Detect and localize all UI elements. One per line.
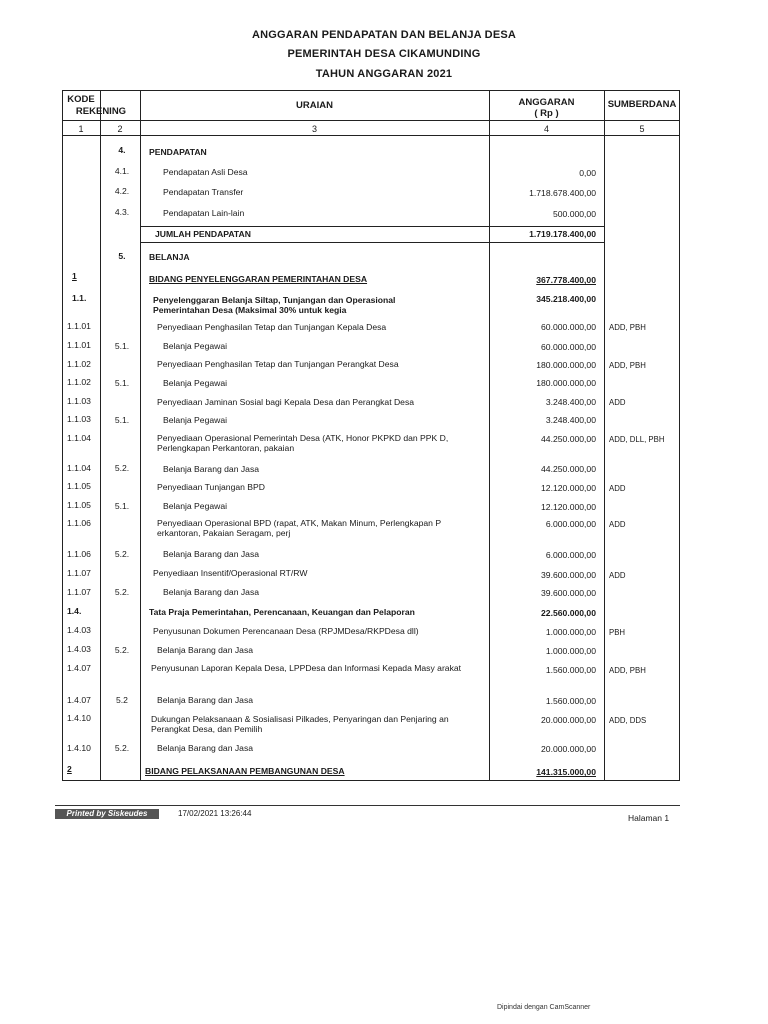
header-kode: KODE [67,94,95,105]
anggaran-cell: 141.315.000,00 [536,767,596,777]
kode-cell: 1.1.07 [67,568,91,578]
anggaran-cell: 20.000.000,00 [541,715,596,725]
kode-cell: 1.1.01 [67,321,91,331]
column-divider [604,90,605,781]
header-anggaran: ANGGARAN [518,97,575,108]
total-label: JUMLAH PENDAPATAN [155,229,251,239]
sumberdana-cell: ADD [609,398,626,407]
anggaran-cell: 1.000.000,00 [545,646,596,656]
uraian-cell: Belanja Pegawai [163,501,228,511]
rekening-cell: 5.2. [114,645,130,655]
anggaran-cell: 60.000.000,00 [541,322,596,332]
printed-by-badge: Printed by Siskeudes [55,809,159,819]
kode-cell: 1.1.03 [67,396,91,406]
anggaran-cell: 3.248.400,00 [545,397,596,407]
uraian-cell: Penyusunan Dokumen Perencanaan Desa (RPJMDesa/RKPDesa dll) [153,626,419,636]
total-value: 1.719.178.400,00 [529,229,596,239]
anggaran-cell: 0,00 [579,168,596,178]
column-number: 2 [117,124,123,134]
uraian-cell: BELANJA [149,252,190,262]
anggaran-cell: 12.120.000,00 [541,483,596,493]
kode-cell: 1.1.06 [67,549,91,559]
uraian-cell: Pendapatan Transfer [163,187,244,197]
uraian-cell: Belanja Barang dan Jasa [163,549,260,559]
rekening-cell: 5.1. [114,415,130,425]
sumberdana-cell: ADD [609,520,626,529]
kode-cell: 1.1.02 [67,377,91,387]
anggaran-cell: 44.250.000,00 [541,434,596,444]
kode-cell: 1.1.07 [67,587,91,597]
column-number: 1 [78,124,84,134]
kode-cell: 1.1.05 [67,500,91,510]
rekening-cell: 5.2. [114,549,130,559]
anggaran-cell: 6.000.000,00 [545,519,596,529]
rekening-cell: 4. [118,145,126,155]
header-rekening: REKENING [75,106,127,117]
fiscal-year: TAHUN ANGGARAN 2021 [315,68,453,80]
header-rule [62,120,680,121]
uraian-cell: Penyelenggaran Belanja Siltap, Tunjangan dan Operasional Pemerintahan Desa (Maksimal 30% untuk kegia [153,295,396,315]
uraian-cell: Tata Praja Pemerintahan, Perencanaan, Keuangan dan Pelaporan [149,607,415,617]
kode-cell: 1.4.10 [67,713,91,723]
kode-cell: 1.4. [67,606,82,616]
sumberdana-cell: ADD, PBH [609,323,646,332]
uraian-cell: Penyusunan Laporan Kepala Desa, LPPDesa dan Informasi Kepada Masy arakat [151,663,462,673]
anggaran-cell: 1.718.678.400,00 [529,188,596,198]
uraian-cell: Belanja Barang dan Jasa [163,587,260,597]
document-subtitle: PEMERINTAH DESA CIKAMUNDING [287,48,481,60]
uraian-cell: Belanja Barang dan Jasa [163,464,260,474]
sumberdana-cell: ADD [609,571,626,580]
header-sumberdana: SUMBERDANA [607,99,677,110]
uraian-cell: Penyediaan Tunjangan BPD [157,482,265,492]
uraian-cell: PENDAPATAN [149,147,207,157]
uraian-cell: BIDANG PENYELENGGARAN PEMERINTAHAN DESA [149,274,368,284]
column-number: 5 [639,124,645,134]
rekening-cell: 5.1. [114,501,130,511]
anggaran-cell: 500.000,00 [552,209,596,219]
kode-cell: 1 [72,271,77,281]
kode-cell: 1.1. [72,293,87,303]
anggaran-cell: 3.248.400,00 [545,415,596,425]
total-rule [140,242,605,243]
rekening-cell: 4.1. [114,166,130,176]
anggaran-cell: 345.218.400,00 [536,294,596,304]
uraian-cell: Pendapatan Asli Desa [163,167,248,177]
document-title: ANGGARAN PENDAPATAN DAN BELANJA DESA [251,29,517,41]
rekening-cell: 5.2 [116,695,128,705]
column-number: 4 [543,124,549,134]
kode-cell: 1.1.03 [67,414,91,424]
total-rule [140,226,605,227]
column-divider [140,90,141,781]
kode-cell: 1.1.04 [67,463,91,473]
sumberdana-cell: ADD, PBH [609,666,646,675]
kode-cell: 1.4.07 [67,695,91,705]
kode-cell: 1.1.04 [67,433,91,443]
anggaran-cell: 6.000.000,00 [545,550,596,560]
header-anggaran-unit: ( Rp ) [534,108,559,119]
print-timestamp: 17/02/2021 13:26:44 [178,809,252,818]
anggaran-cell: 1.560.000,00 [545,696,596,706]
anggaran-cell: 1.000.000,00 [545,627,596,637]
uraian-cell: Belanja Pegawai [163,341,228,351]
uraian-cell: Penyediaan Operasional BPD (rapat, ATK, Makan Minum, Perlengkapan P erkantoran, Pakaian Seragam, perj [157,518,441,538]
page-number: Halaman 1 [628,813,670,823]
uraian-cell: Belanja Barang dan Jasa [157,695,254,705]
uraian-cell: Penyediaan Operasional Pemerintah Desa (ATK, Honor PKPKD dan PPK D, Perlengkapan Perkantoran, pakaian [157,433,449,453]
anggaran-cell: 1.560.000,00 [545,665,596,675]
header-rule [62,135,680,136]
sumberdana-cell: ADD, DDS [609,716,647,725]
uraian-cell: Penyediaan Penghasilan Tetap dan Tunjangan Kepala Desa [157,322,387,332]
uraian-cell: BIDANG PELAKSANAAN PEMBANGUNAN DESA [145,766,345,776]
anggaran-cell: 22.560.000,00 [541,608,596,618]
rekening-cell: 5.2. [114,463,130,473]
anggaran-cell: 367.778.400,00 [536,275,596,285]
kode-cell: 1.4.07 [67,663,91,673]
kode-cell: 2 [67,764,72,774]
anggaran-cell: 60.000.000,00 [541,342,596,352]
sumberdana-cell: ADD, DLL, PBH [609,435,665,444]
sumberdana-cell: ADD, PBH [609,361,646,370]
uraian-cell: Penyediaan Insentif/Operasional RT/RW [153,568,308,578]
sumberdana-cell: ADD [609,484,626,493]
anggaran-cell: 180.000.000,00 [536,360,596,370]
scanner-watermark: Dipindai dengan CamScanner [497,1004,591,1011]
rekening-cell: 5.1. [114,378,130,388]
sumberdana-cell: PBH [609,628,626,637]
uraian-cell: Belanja Barang dan Jasa [157,743,254,753]
rekening-cell: 4.3. [114,207,130,217]
kode-cell: 1.4.03 [67,644,91,654]
footer-rule [55,805,680,806]
rekening-cell: 5.2. [114,587,130,597]
anggaran-cell: 39.600.000,00 [541,570,596,580]
rekening-cell: 5.1. [114,341,130,351]
anggaran-cell: 12.120.000,00 [541,502,596,512]
uraian-cell: Dukungan Pelaksanaan & Sosialisasi Pilkades, Penyaringan dan Penjaring an Perangkat Desa, dan Pemilih [151,714,449,734]
anggaran-cell: 39.600.000,00 [541,588,596,598]
rekening-cell: 4.2. [114,186,130,196]
uraian-cell: Belanja Pegawai [163,378,228,388]
kode-cell: 1.1.06 [67,518,91,528]
rekening-cell: 5. [118,251,126,261]
kode-cell: 1.4.03 [67,625,91,635]
column-number: 3 [311,124,317,134]
header-uraian: URAIAN [296,100,333,111]
kode-cell: 1.1.01 [67,340,91,350]
anggaran-cell: 44.250.000,00 [541,464,596,474]
kode-cell: 1.1.02 [67,359,91,369]
uraian-cell: Penyediaan Penghasilan Tetap dan Tunjangan Perangkat Desa [157,359,399,369]
uraian-cell: Pendapatan Lain-lain [163,208,245,218]
rekening-cell: 5.2. [114,743,130,753]
anggaran-cell: 20.000.000,00 [541,744,596,754]
kode-cell: 1.4.10 [67,743,91,753]
uraian-cell: Belanja Pegawai [163,415,228,425]
uraian-cell: Belanja Barang dan Jasa [157,645,254,655]
kode-cell: 1.1.05 [67,481,91,491]
anggaran-cell: 180.000.000,00 [536,378,596,388]
uraian-cell: Penyediaan Jaminan Sosial bagi Kepala Desa dan Perangkat Desa [157,397,415,407]
